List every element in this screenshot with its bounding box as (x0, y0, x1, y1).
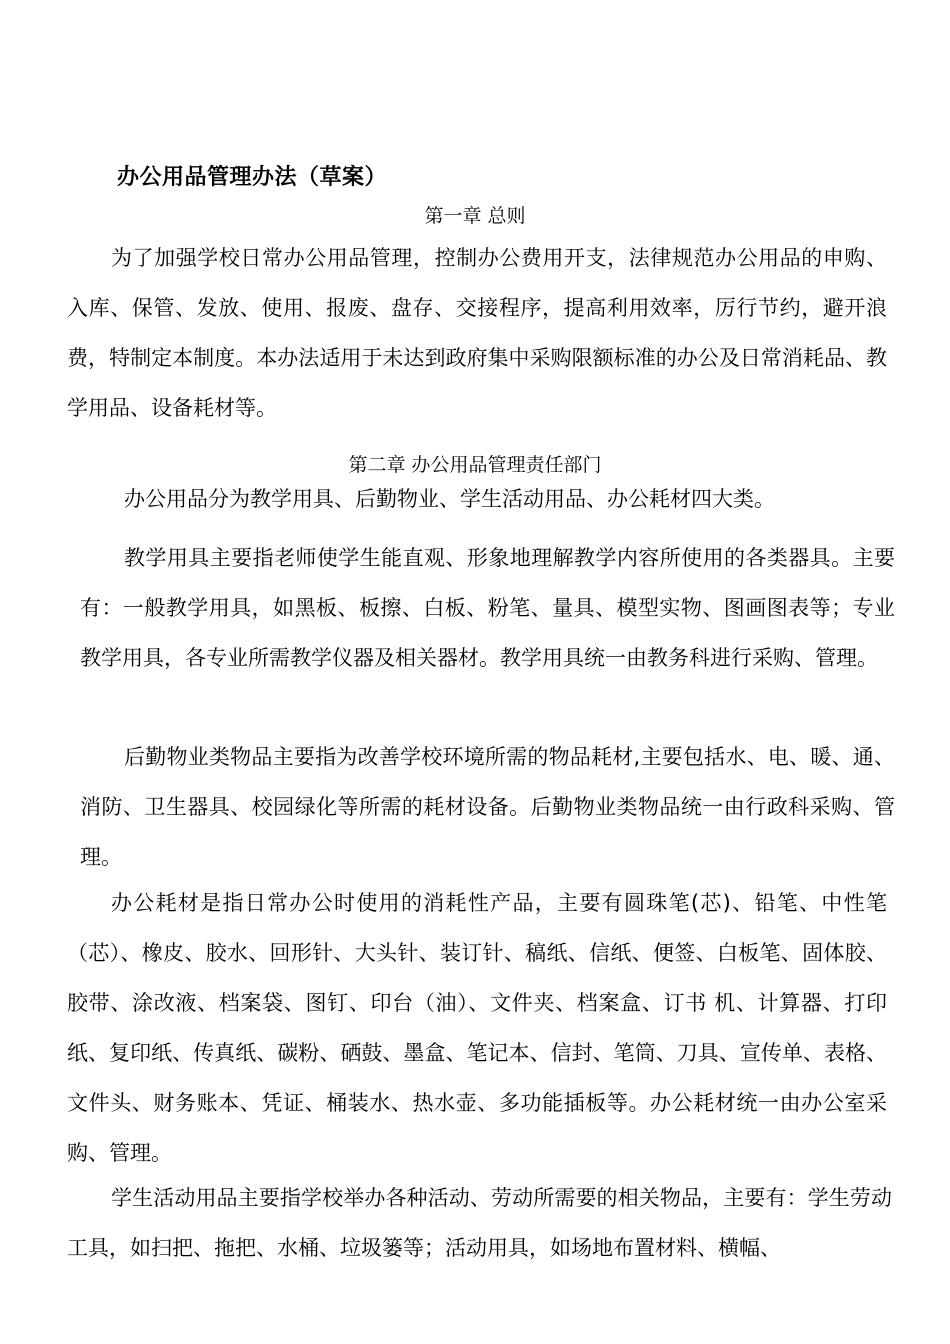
paragraph-logistics: 后勤物业类物品主要指为改善学校环境所需的物品耗材,主要包括水、电、暖、通、消防、卫生器具、校园绿化等所需的耗材设备。后勤物业类物品统一由行政科采购、管理。 (80, 745, 895, 869)
paragraph-office-consumables: 办公耗材是指日常办公时使用的消耗性产品，主要有圆珠笔(芯)、铅笔、中性笔（芯）、橡皮、胶水、回形针、大头针、装订针、稿纸、信纸、便签、白板笔、固体胶、胶带、涂改液、档案袋、图钉、印台（油）、文件夹、档案盒、订书 机、计算器、打印纸、复印纸、传真纸、碳粉、硒鼓、墨盒、笔记本、信封、笔筒、刀具、宣传单、表格、文件头、财务账本、凭证、桶装水、热水壶、多功能插板等。办公耗材统一由办公室采购、管理。 (67, 891, 887, 1165)
paragraph-student-activities: 学生活动用品主要指学校举办各种活动、劳动所需要的相关物品，主要有：学生劳动工具，如扫把、拖把、水桶、垃圾篓等；活动用具，如场地布置材料、横幅、 (67, 1186, 892, 1260)
paragraph-teaching-tools: 教学用具主要指老师使学生能直观、形象地理解教学内容所使用的各类器具。主要有：一般教学用具，如黑板、板擦、白板、粉笔、量具、模型实物、图画图表等；专业教学用具，各专业所需教学仪器及相关器材。教学用具统一由教务科进行采购、管理。 (80, 546, 895, 670)
chapter-1-heading: 第一章 总则 (424, 205, 526, 227)
paragraph-categories: 办公用品分为教学用具、后勤物业、学生活动用品、办公耗材四大类。 (124, 487, 775, 511)
document-title: 办公用品管理办法（草案） (117, 165, 388, 190)
chapter-2-heading: 第二章 办公用品管理责任部门 (348, 454, 602, 476)
chapter-1-paragraph: 为了加强学校日常办公用品管理，控制办公费用开支，法律规范办公用品的申购、入库、保管、发放、使用、报废、盘存、交接程序，提高利用效率，厉行节约，避开浪费，特制定本制度。本办法适用于未达到政府集中采购限额标准的办公及日常消耗品、教学用品、设备耗材等。 (67, 246, 887, 420)
